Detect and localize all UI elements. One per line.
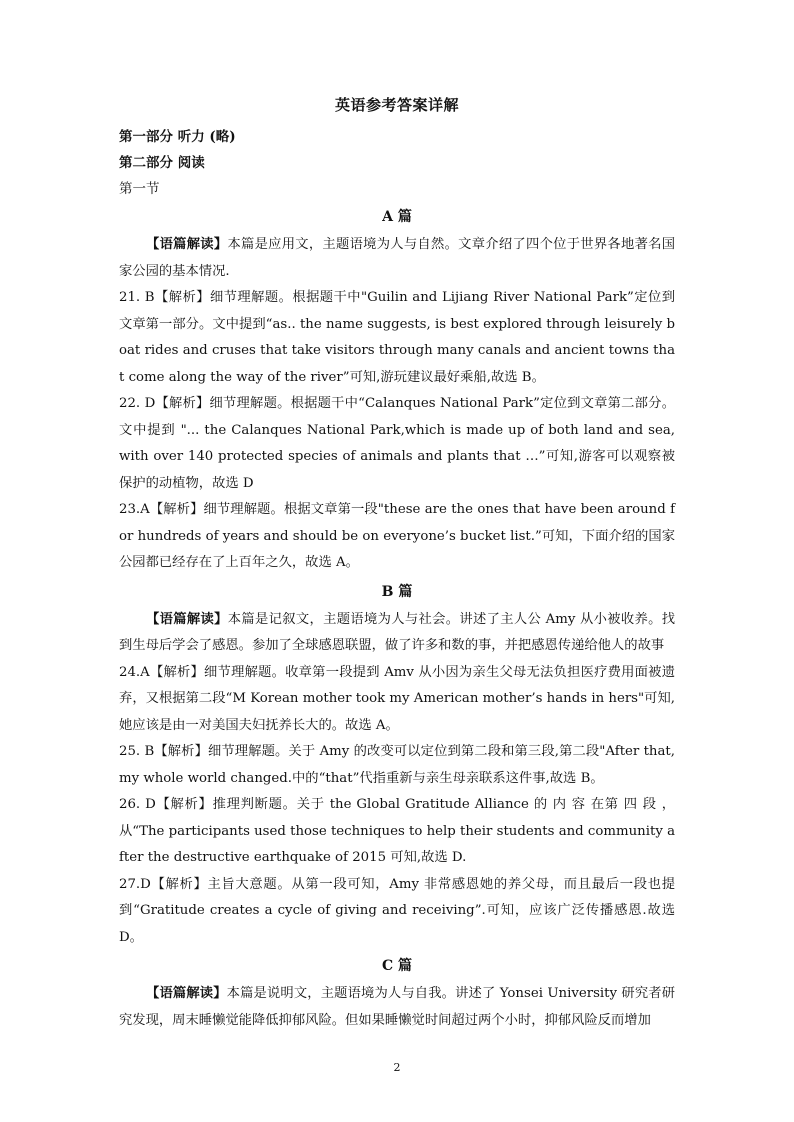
passage-b-intro-label: 【语篇解读】 (146, 611, 228, 627)
passage-a-intro-label: 【语篇解读】 (146, 237, 228, 252)
answer-25: 25. B【解析】细节理解题。关于 Amy 的改变可以定位到第二段和第三段,第二段"After that,my whole world changed.中的“that”代指重新与亲生母亲联系这件事,故选 B。 (119, 744, 675, 786)
passage-b-heading: B 篇 (381, 583, 413, 600)
answer-22: 22. D【解析】细节理解题。根据题干中“Calanques National Park”定位到文章第二部分。文中提到 "... the Calanques National Park,which is made up of both land and sea, with over 140 protected species of animals and plants that …”可知,游客可以观察被保护的动植物，故选 D (119, 396, 675, 491)
section-one-heading: 第一节 (119, 181, 160, 197)
passage-b-intro (119, 607, 675, 660)
passage-a-intro-text: 本篇是应用文，主题语境为人与自然。文章介绍了四个位于世界各地著名国家公园的基本情况. (119, 237, 676, 279)
passage-c-intro (119, 981, 675, 1034)
page-content (119, 94, 675, 1034)
passage-c-heading: C 篇 (381, 958, 413, 974)
passage-a-intro (119, 232, 675, 285)
answer-21: 21. B【解析】细节理解题。根据题干中"Guilin and Lijiang River National Park”定位到文章第一部分。文中提到“as.. the name suggests, is best explored through leisurely boat rides and cruses that take visitors through many canals and ancient towns that come along the way of the river”可知,游玩建议最好乘船,故选 B。 (119, 290, 675, 385)
part-one-heading: 第一部分 听力 (略) (119, 129, 236, 145)
answer-26: 26. D【解析】推理判断题。关于 the Global Gratitude Alliance 的 内 容 在第 四 段 ，从“The participants used those techniques to help their students and community after the destructive earthquake of 2015 可知,故选 D. (119, 797, 675, 865)
passage-c-intro-text: 本篇是说明文，主题语境为人与自我。讲述了 Yonsei University 研究者研究发现，周末睡懒觉能降低抑郁风险。但如果睡懒觉时间超过两个小时，抑郁风险反而增加 (119, 986, 675, 1028)
page-number: 2 (393, 1061, 401, 1074)
answer-24: 24.A【解析】细节理解题。收章第一段提到 Amv 从小因为亲生父母无法负担医疗费用面被遗弃，又根据第二段“M Korean mother took my American mother’s hands in hers"可知,她应该是由一对美国夫妇抚养长大的。故选 A。 (119, 664, 675, 733)
passage-b-intro-text: 本篇是记叙文，主题语境为人与社会。讲述了主人公 Amy 从小被收养。找到生母后学会了感恩。参加了全球感恩联盟，做了许多和数的事，并把感恩传递给他人的故事 (119, 611, 675, 653)
answer-27: 27.D【解析】主旨大意题。从第一段可知，Amy 非常感恩她的养父母，而且最后一段也提到“Gratitude creates a cycle of giving and receiving”.可知，应该广泛传播感恩.故选 D。 (119, 876, 675, 945)
passage-a-heading: A 篇 (382, 209, 412, 225)
part-two-heading: 第二部分 阅读 (119, 155, 205, 171)
passage-c-intro-label: 【语篇解读】 (146, 986, 227, 1001)
answer-23: 23.A【解析】细节理解题。根据文章第一段"these are the ones that have been around for hundreds of years and should be on everyone’s bucket list.”可知，下面介绍的国家公园都已经存在了上百年之久，故选 A。 (119, 502, 675, 570)
page-title: 英语参考答案详解 (334, 96, 459, 114)
